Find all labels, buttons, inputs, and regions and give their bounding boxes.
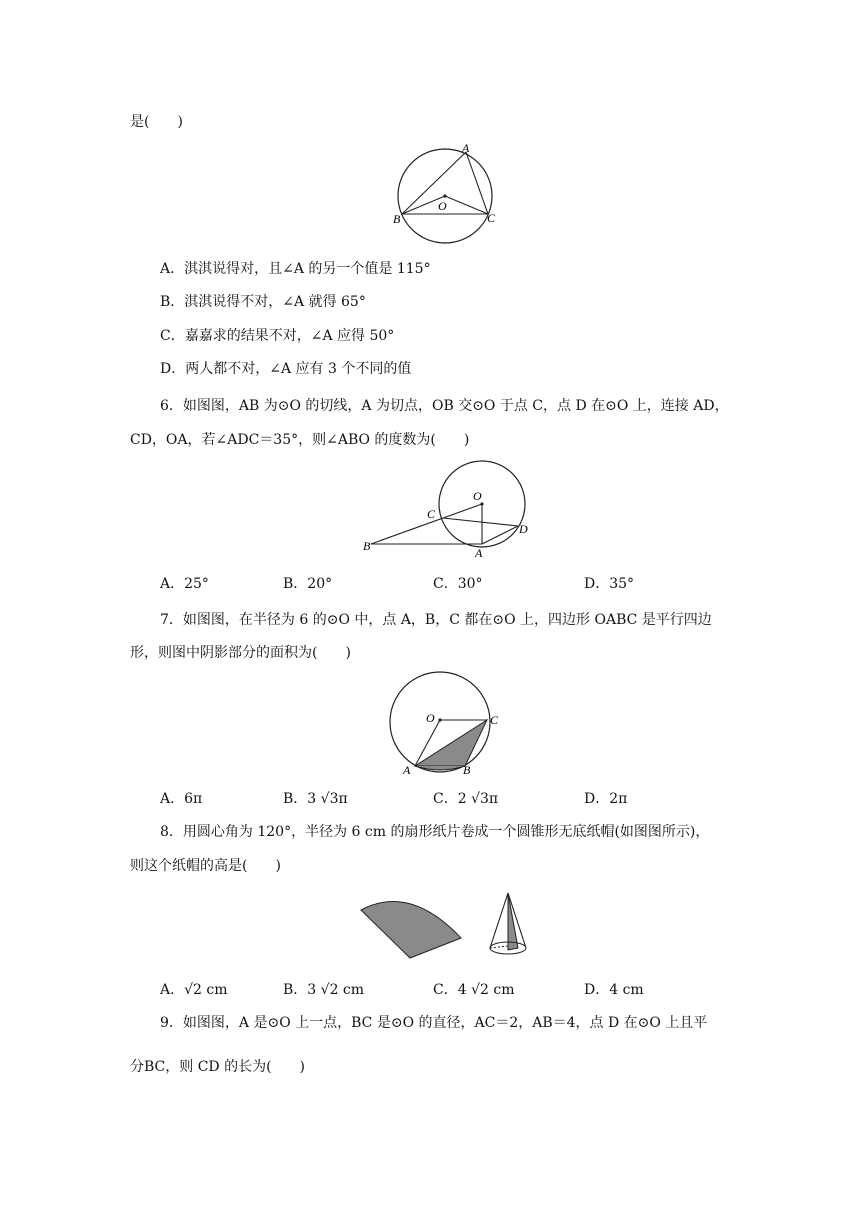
q8-option-b: B．3 √2 cm: [283, 982, 365, 998]
q7-label-c: C: [490, 713, 499, 727]
q8-line-2: 则这个纸帽的高是( ): [130, 858, 281, 874]
q6-option-b: B．20°: [283, 576, 333, 592]
q5-tail: 是( ): [130, 114, 183, 130]
q7-figure: [385, 670, 505, 780]
q6-label-a: A: [475, 546, 483, 560]
q6-line-1: 6．如图图，AB 为⊙O 的切线，A 为切点，OB 交⊙O 于点 C，点 D 在⊙O 上，连接 AD，: [160, 398, 729, 414]
q7-line-1: 7．如图图，在半径为 6 的⊙O 中，点 A，B，C 都在⊙O 上，四边形 OABC 是平行四边: [160, 612, 712, 628]
q7-option-b: B．3 √3π: [283, 791, 348, 807]
q6-figure: [355, 458, 540, 568]
q8-line-1: 8．用圆心角为 120°，半径为 6 cm 的扇形纸片卷成一个圆锥形无底纸帽(如图图所示)，: [160, 824, 710, 840]
q8-option-d: D．4 cm: [584, 982, 644, 998]
q5-label-c: C: [487, 211, 496, 225]
q6-label-b: B: [363, 539, 371, 553]
q8-option-c: C．4 √2 cm: [433, 982, 515, 998]
q7-label-o: O: [426, 711, 435, 725]
q7-option-d: D．2π: [584, 791, 628, 807]
q6-line-2: CD，OA，若∠ADC＝35°，则∠ABO 的度数为( ): [130, 432, 470, 448]
q8-option-a: A．√2 cm: [160, 982, 228, 998]
q6-option-c: C．30°: [433, 576, 483, 592]
q5-option-c: C．嘉嘉求的结果不对，∠A 应得 50°: [160, 328, 395, 344]
q7-line-2: 形，则图中阴影部分的面积为( ): [130, 645, 351, 661]
q5-label-b: B: [393, 212, 401, 226]
q7-label-b: B: [463, 763, 471, 777]
q8-sector-figure: [355, 888, 470, 963]
q9-line-1: 9．如图图，A 是⊙O 上一点，BC 是⊙O 的直径，AC＝2，AB＝4，点 D 在⊙O 上且平: [160, 1015, 708, 1031]
q5-option-a: A．淇淇说得对，且∠A 的另一个值是 115°: [160, 261, 431, 277]
q7-option-a: A．6π: [160, 791, 203, 807]
q7-label-a: A: [403, 763, 411, 777]
q5-option-d: D．两人都不对，∠A 应有 3 个不同的值: [160, 361, 412, 377]
q9-line-2: 分BC，则 CD 的长为( ): [130, 1059, 306, 1075]
q5-label-o: O: [438, 199, 447, 213]
q8-cone-figure: [485, 888, 535, 963]
q7-option-c: C．2 √3π: [433, 791, 499, 807]
q6-label-o: O: [473, 489, 482, 503]
q6-option-a: A．25°: [160, 576, 209, 592]
q5-figure: [388, 140, 508, 250]
q6-label-c: C: [427, 507, 436, 521]
q5-option-b: B．淇淇说得不对，∠A 就得 65°: [160, 294, 366, 310]
q5-label-a: A: [462, 141, 470, 155]
q6-label-d: D: [519, 522, 528, 536]
q6-option-d: D．35°: [584, 576, 635, 592]
